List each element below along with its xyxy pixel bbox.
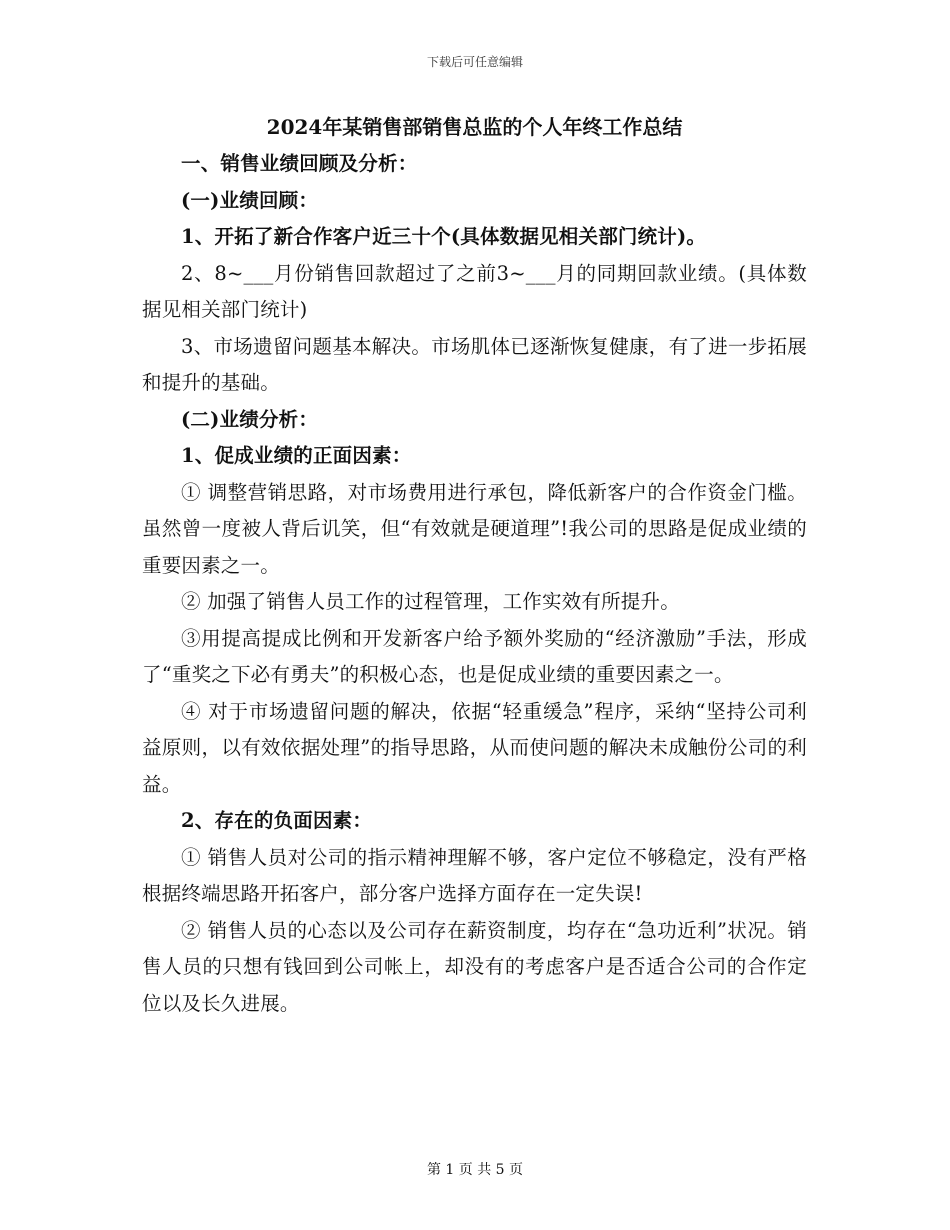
subsection-heading-review: (一)业绩回顾： bbox=[181, 188, 319, 212]
document-title: 2024年某销售部销售总监的个人年终工作总结 bbox=[266, 115, 683, 139]
review-item-3: 3、市场遗留问题基本解决。市场肌体已逐渐恢复健康，有了进一步拓展和提升的基础。 bbox=[142, 334, 807, 394]
positive-factors-heading: 1、促成业绩的正面因素： bbox=[181, 444, 412, 467]
negative-factor-2: ② 销售人员的心态以及公司存在薪资制度，均存在“急功近利”状况。销售人员的只想有钱回到公司帐上，却没有的考虑客户是否适合公司的合作定位以及长久进展。 bbox=[142, 918, 807, 1015]
document-body bbox=[142, 112, 807, 1022]
positive-factor-2: ② 加强了销售人员工作的过程管理，工作实效有所提升。 bbox=[181, 590, 680, 613]
positive-factor-1: ① 调整营销思路，对市场费用进行承包，降低新客户的合作资金门槛。虽然曾一度被人背后讥笑，但“有效就是硬道理”!我公司的思路是促成业绩的重要因素之一。 bbox=[142, 480, 807, 577]
review-item-1: 1、开拓了新合作客户近三十个(具体数据见相关部门统计)。 bbox=[181, 225, 707, 248]
section-heading-1: 一、销售业绩回顾及分析： bbox=[181, 152, 418, 175]
page-header-note: 下载后可任意编辑 bbox=[426, 55, 523, 69]
negative-factor-1: ① 销售人员对公司的指示精神理解不够，客户定位不够稳定，没有严格根据终端思路开拓客户，部分客户选择方面存在一定失误! bbox=[142, 845, 807, 905]
review-item-2: 2、8~___月份销售回款超过了之前3~___月的同期回款业绩。(具体数据见相关部门统计) bbox=[142, 261, 807, 321]
subsection-heading-analysis: (二)业绩分析： bbox=[181, 407, 319, 431]
page-footer-number: 第 1 页 共 5 页 bbox=[426, 1162, 524, 1178]
negative-factors-heading: 2、存在的负面因素： bbox=[181, 809, 373, 832]
positive-factor-3: ③用提高提成比例和开发新客户给予额外奖励的“经济激励”手法，形成了“重奖之下必有勇夫”的积极心态，也是促成业绩的重要因素之一。 bbox=[142, 626, 807, 686]
positive-factor-4: ④ 对于市场遗留问题的解决，依据“轻重缓急”程序，采纳“坚持公司利益原则，以有效依据处理”的指导思路，从而使问题的解决未成触份公司的利益。 bbox=[142, 699, 807, 796]
